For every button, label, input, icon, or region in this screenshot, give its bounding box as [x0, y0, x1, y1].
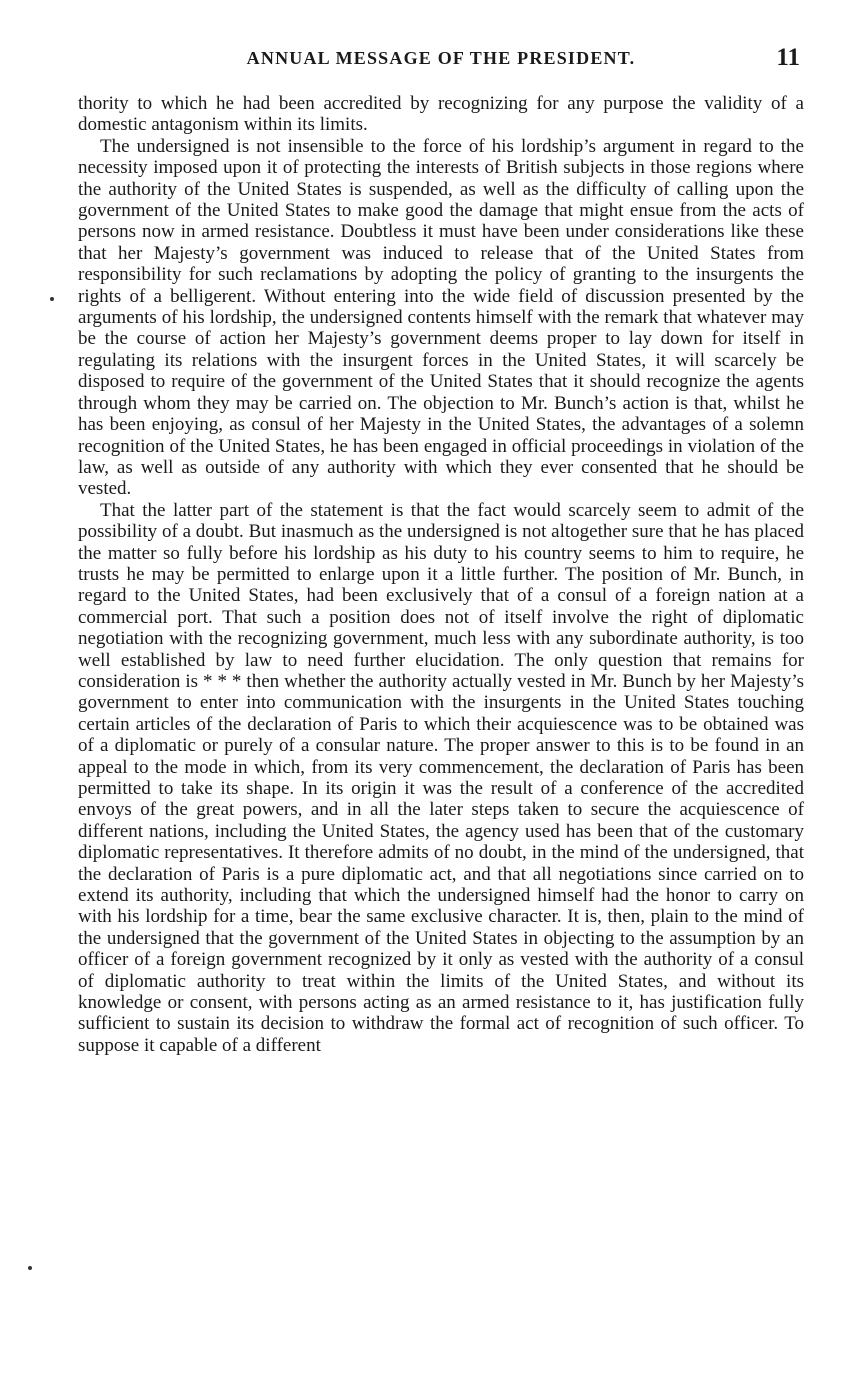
ink-speck — [50, 297, 54, 301]
paragraph: That the latter part of the statement is that the fact would scarcely seem to admit of the possibility of a doubt. But inasmuch as the undersigned is not altogether sure that he has placed the matter so fully before his lordship as his duty to his country seems to him to require, he trusts he may be permitted to enlarge upon it a little further. The position of Mr. Bunch, in regard to the United States, had been exclusively that of a consul of a foreign nation at a commercial port. That such a position does not of itself involve the right of diplomatic negotiation with the recognizing government, much less with any subordinate authority, is too well established by law to need further elucidation. The only question that remains for consideration is * * * then whether the authority actually vested in Mr. Bunch by her Majesty’s government to enter into communication with the insurgents in the United States touching certain articles of the declaration of Paris to which their acquiescence was to be obtained was of a diplomatic or purely of a consular nature. The proper answer to this is to be found in an appeal to the mode in which, from its very commencement, the declaration of Paris has been permitted to take its shape. In its origin it was the result of a conference of the accredited envoys of the great powers, and in all the later steps taken to secure the acquiescence of different nations, including the United States, the agency used has been that of the customary diplomatic representatives. It therefore admits of no doubt, in the mind of the undersigned, that the declaration of Paris is a pure diplomatic act, and that all negotiations since carried on to extend its authority, including that which the undersigned himself had the honor to carry on with his lordship for a time, bear the same exclusive character. It is, then, plain to the mind of the undersigned that the government of the United States in objecting to the assumption by an officer of a foreign government recognized by it only as vested with the authority of a consul of diplomatic authority to treat within the limits of the United States, and without its knowledge or consent, with persons acting as an armed resistance to it, has justification fully sufficient to sustain its decision to withdraw the formal act of recognition of such officer. To suppose it capable of a different — [78, 499, 804, 1056]
ink-speck — [28, 1266, 32, 1270]
page-number: 11 — [776, 44, 800, 71]
running-title: ANNUAL MESSAGE OF THE PRESIDENT. — [246, 48, 636, 68]
running-head — [78, 44, 804, 74]
body-text — [78, 93, 804, 1056]
paragraph: The undersigned is not insensible to the force of his lordship’s argument in regard to the necessity imposed upon it of protecting the interests of British subjects in those regions where the authority of the United States is suspended, as well as the difficulty of calling upon the government of the United States to make good the damage that might ensue from the acts of persons now in armed resistance. Doubtless it must have been under considerations like these that her Majesty’s government was induced to release that of the United States from responsibility for such reclamations by adopting the policy of granting to the insurgents the rights of a belligerent. Without entering into the wide field of discussion presented by the arguments of his lordship, the undersigned contents himself with the remark that whatever may be the course of action her Majesty’s government deems proper to lay down for itself in regulating its relations with the insurgent forces in the United States, it will scarcely be disposed to require of the government of the United States that it should recognize the agents through whom they may be carried on. The objection to Mr. Bunch’s action is that, whilst he has been enjoying, as consul of her Majesty in the United States, the advantages of a solemn recognition of the United States, he has been engaged in official proceedings in violation of the law, as well as outside of any authority with which they ever consented that he should be vested. — [78, 135, 804, 500]
paragraph-continued: thority to which he had been accredited by recognizing for any purpose the validity of a domestic antagonism within its limits. — [78, 93, 804, 136]
